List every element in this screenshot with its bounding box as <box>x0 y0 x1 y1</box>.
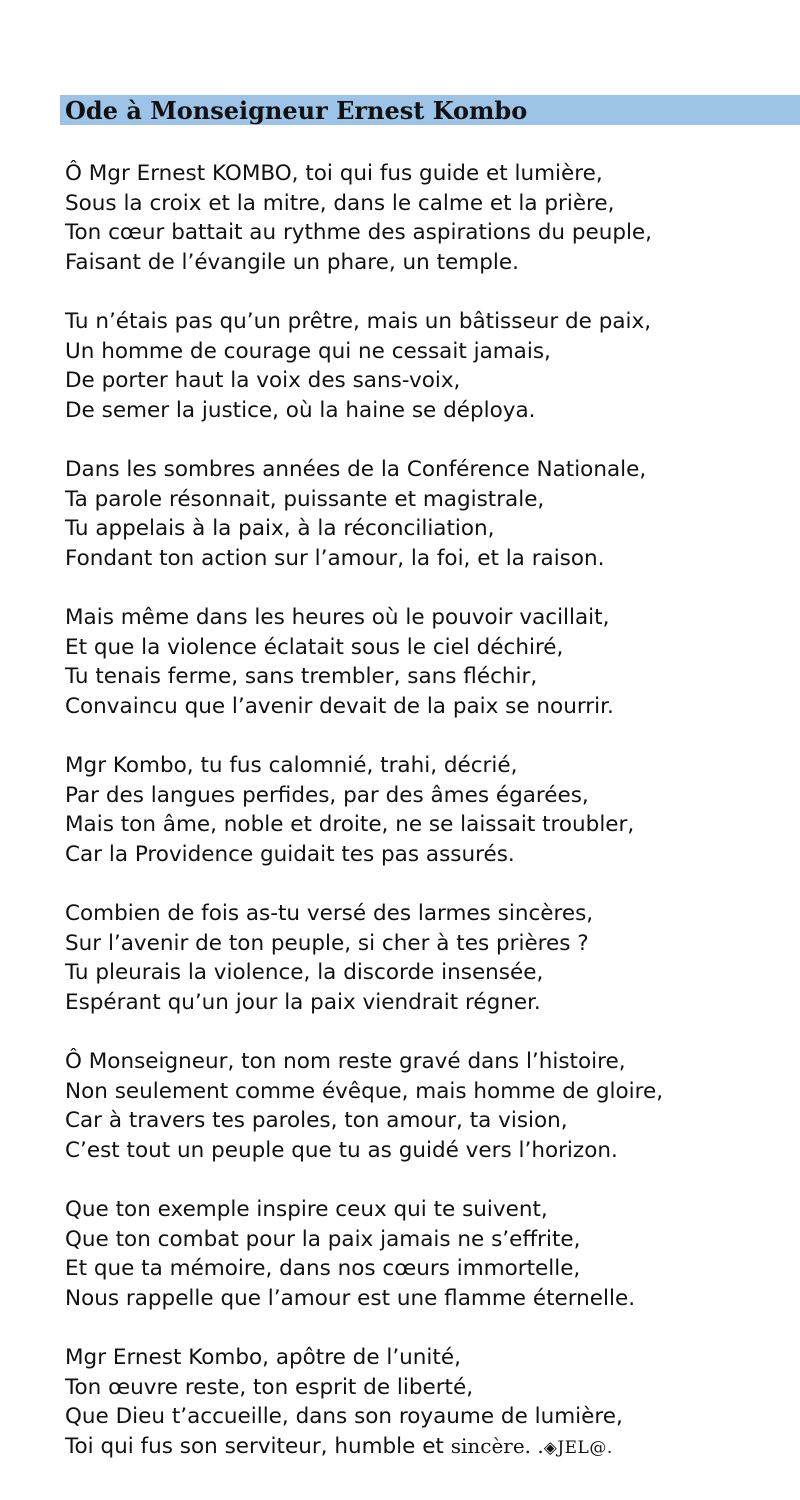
verse-line: Tu pleurais la violence, la discorde insensée, <box>65 960 544 985</box>
stanza-6 <box>65 899 795 1017</box>
verse-line: Faisant de l’évangile un phare, un temple. <box>65 249 519 275</box>
stanza-3 <box>65 455 795 573</box>
stanza-1 <box>65 159 795 277</box>
final-verse-text: Toi qui fus son serviteur, humble et <box>65 1433 451 1459</box>
verse-line: Ton œuvre reste, ton esprit de liberté, <box>65 1374 474 1400</box>
verse-line: C’est tout un peuple que tu as guidé vers l’horizon. <box>65 1137 618 1163</box>
verse-line: Car la Providence guidait tes pas assurés. <box>65 841 515 867</box>
verse-line: Ta parole résonnait, puissante et magistrale, <box>65 486 545 512</box>
stanza-5 <box>65 751 795 869</box>
verse-line: De semer la justice, où la haine se déploya. <box>65 397 536 423</box>
verse-line: Et que ta mémoire, dans nos cœurs immortelle, <box>65 1256 581 1281</box>
verse-line: Tu tenais ferme, sans trembler, sans fléchir, <box>65 664 538 689</box>
verse-line: Mgr Kombo, tu fus calomnié, trahi, décrié, <box>65 753 518 778</box>
stanza-2 <box>65 307 795 425</box>
verse-line: De porter haut la voix des sans-voix, <box>65 368 461 393</box>
poem-title: Ode à Monseigneur Ernest Kombo <box>65 96 528 125</box>
verse-line: Un homme de courage qui ne cessait jamais, <box>65 338 551 364</box>
final-verse-line <box>65 1432 795 1464</box>
verse-line: Fondant ton action sur l’amour, la foi, et la raison. <box>65 545 605 571</box>
verse-line: Que Dieu t’accueille, dans son royaume de lumière, <box>65 1404 623 1429</box>
verse-line: Convaincu que l’avenir devait de la paix se nourrir. <box>65 693 614 719</box>
verse-line: Espérant qu’un jour la paix viendrait régner. <box>65 989 541 1015</box>
verse-line: Tu appelais à la paix, à la réconciliation, <box>65 516 495 541</box>
verse-line: Tu n’étais pas qu’un prêtre, mais un bâtisseur de paix, <box>65 309 652 334</box>
verse-line: Que ton combat pour la paix jamais ne s’effrite, <box>65 1226 581 1252</box>
verse-line: Combien de fois as-tu versé des larmes sincères, <box>65 901 594 926</box>
verse-line: Ô Monseigneur, ton nom reste gravé dans l’histoire, <box>65 1049 626 1074</box>
stanza-7 <box>65 1047 795 1165</box>
verse-line: Non seulement comme évêque, mais homme de gloire, <box>65 1078 664 1104</box>
verse-line: Et que la violence éclatait sous le ciel déchiré, <box>65 634 564 660</box>
verse-line: Mgr Ernest Kombo, apôtre de l’unité, <box>65 1345 461 1370</box>
verse-line: Car à travers tes paroles, ton amour, ta vision, <box>65 1108 568 1133</box>
poem-body <box>65 159 795 1493</box>
verse-line: Mais ton âme, noble et droite, ne se laissait troubler, <box>65 812 635 837</box>
verse-line: Dans les sombres années de la Conférence Nationale, <box>65 457 647 482</box>
verse-line: Sous la croix et la mitre, dans le calme et la prière, <box>65 190 615 216</box>
verse-line: Ô Mgr Ernest KOMBO, toi qui fus guide et lumière, <box>65 161 603 186</box>
verse-line: Nous rappelle que l’amour est une flamme éternelle. <box>65 1285 636 1311</box>
verse-line: Mais même dans les heures où le pouvoir vacillait, <box>65 605 610 630</box>
verse-line: Sur l’avenir de ton peuple, si cher à tes prières ? <box>65 930 589 956</box>
verse-line: Ton cœur battait au rythme des aspirations du peuple, <box>65 220 652 245</box>
stanza-8 <box>65 1195 795 1313</box>
final-verse-tail: sincère. . <box>450 1433 544 1458</box>
stanza-9 <box>65 1343 795 1463</box>
verse-line: Par des langues perfides, par des âmes égarées, <box>65 782 589 808</box>
stanza-4 <box>65 603 795 721</box>
verse-line: Que ton exemple inspire ceux qui te suivent, <box>65 1197 548 1222</box>
author-signature: ◈JEL@. <box>543 1437 613 1458</box>
